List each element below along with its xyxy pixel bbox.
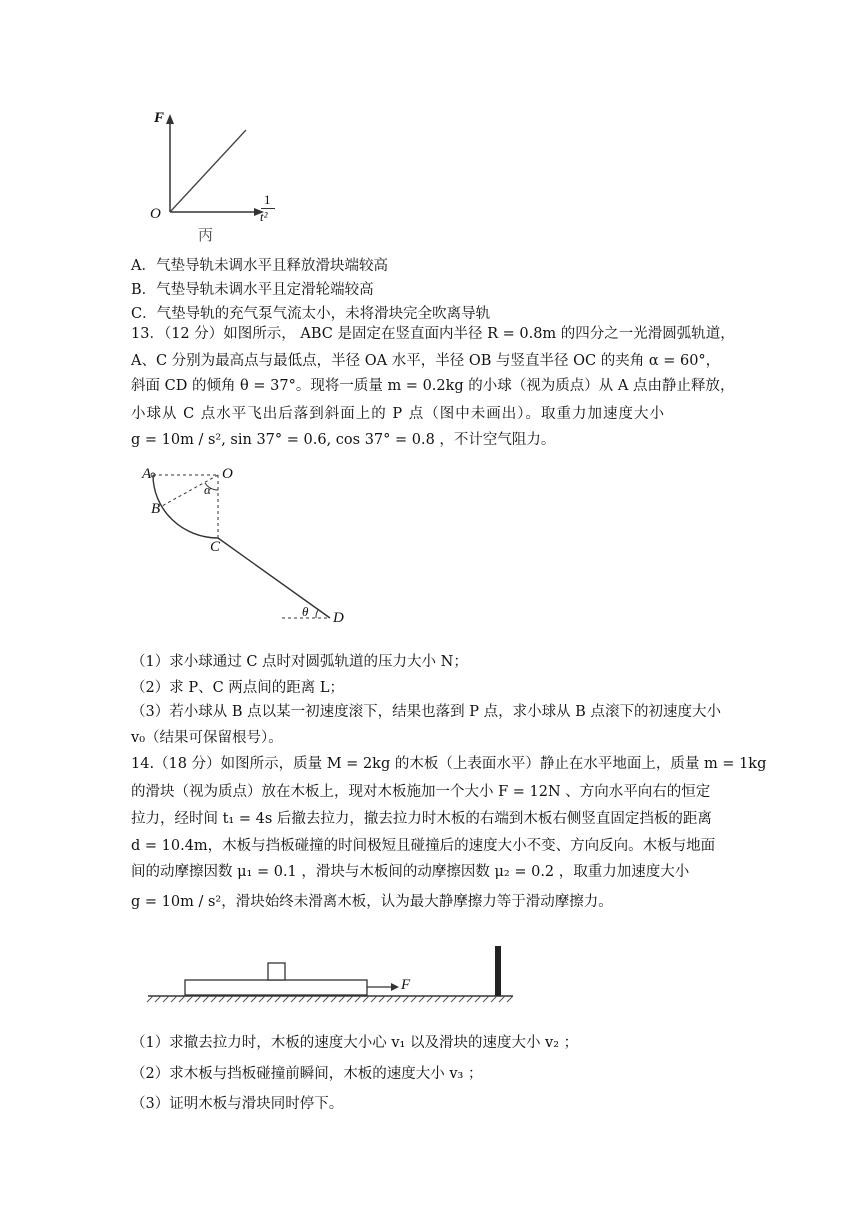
q13-sub-3: （3）若小球从 B 点以某一初速度滚下，结果也落到 P 点，求小球从 B 点滚下的初速度大小 (131, 704, 721, 720)
figure-q13 (140, 460, 360, 630)
point-a-label: A (142, 466, 152, 482)
figure-bing (140, 110, 300, 250)
point-b-label: B (151, 501, 161, 517)
q14-sub-2: （2）求木板与挡板碰撞前瞬间，木板的速度大小 v₃ ； (131, 1066, 483, 1082)
q14-line-6: g = 10m / s²，滑块始终未滑离木板，认为最大静摩擦力等于滑动摩擦力。 (131, 894, 613, 910)
origin-label: O (150, 206, 161, 222)
point-d-label: D (333, 610, 344, 626)
x-axis-label-numerator: 1 (264, 192, 271, 207)
option-c: C．气垫导轨的充气泵气流太小，未将滑块完全吹离导轨 (131, 306, 491, 322)
point-c-label: C (210, 539, 221, 555)
figure-caption: 丙 (198, 226, 214, 244)
q14-line-5: 间的动摩擦因数 μ₁ = 0.1 ，滑块与木板间的动摩擦因数 μ₂ = 0.2 ，取重力加速度大小 (131, 864, 690, 880)
alpha-label: α (204, 482, 211, 497)
q13-line-2: A、C 分别为最高点与最低点，半径 OA 水平，半径 OB 与竖直半径 OC 的夹角 α = 60°， (131, 353, 721, 369)
q13-sub-1: （1）求小球通过 C 点时对圆弧轨道的压力大小 N； (131, 654, 468, 670)
figure-q13-drawing (140, 460, 360, 630)
q13-line-1: 13．（12 分）如图所示， ABC 是固定在竖直面内半径 R = 0.8m 的四分之一光滑圆弧轨道， (131, 326, 735, 342)
q14-line-1: 14.（18 分）如图所示，质量 M = 2kg 的木板（上表面水平）静止在水平地面上，质量 m = 1kg (131, 756, 767, 772)
q13-line-4: 小球从 C 点水平飞出后落到斜面上的 P 点（图中未画出）。取重力加速度大小 (131, 406, 666, 422)
figure-q14-drawing (145, 940, 525, 1010)
x-axis-label-denominator: t² (260, 209, 268, 224)
y-axis-label: F (154, 110, 165, 126)
q13-sub-4: v₀（结果可保留根号）。 (131, 730, 283, 746)
q14-sub-1: （1）求撤去拉力时，木板的速度大小心 v₁ 以及滑块的速度大小 v₂ ； (131, 1035, 579, 1051)
option-a: A．气垫导轨未调水平且释放滑块端较高 (131, 258, 388, 274)
q14-line-2: 的滑块（视为质点）放在木板上，现对木板施加一个大小 F = 12N 、方向水平向右的恒定 (131, 784, 711, 800)
q14-sub-3: （3）证明木板与滑块同时停下。 (131, 1096, 344, 1112)
q13-sub-2: （2）求 P、C 两点间的距离 L； (131, 680, 345, 696)
force-label: F (401, 977, 411, 993)
q13-line-5: g = 10m / s², sin 37° = 0.6, cos 37° = 0.8 ，不计空气阻力。 (131, 432, 556, 448)
theta-label: θ (302, 604, 309, 619)
figure-q14 (145, 940, 525, 1010)
q14-line-3: 拉力，经时间 t₁ = 4s 后撤去拉力，撤去拉力时木板的右端到木板右侧竖直固定挡板的距离 (131, 811, 712, 827)
q13-line-3: 斜面 CD 的倾角 θ = 37°。现将一质量 m = 0.2kg 的小球（视为质点）从 A 点由静止释放， (131, 378, 735, 394)
figure-bing-graph (140, 110, 300, 250)
option-b: B．气垫导轨未调水平且定滑轮端较高 (131, 282, 374, 298)
q14-line-4: d = 10.4m，木板与挡板碰撞的时间极短且碰撞后的速度大小不变、方向反向。木板与地面 (131, 838, 716, 854)
point-o-label: O (222, 466, 233, 482)
